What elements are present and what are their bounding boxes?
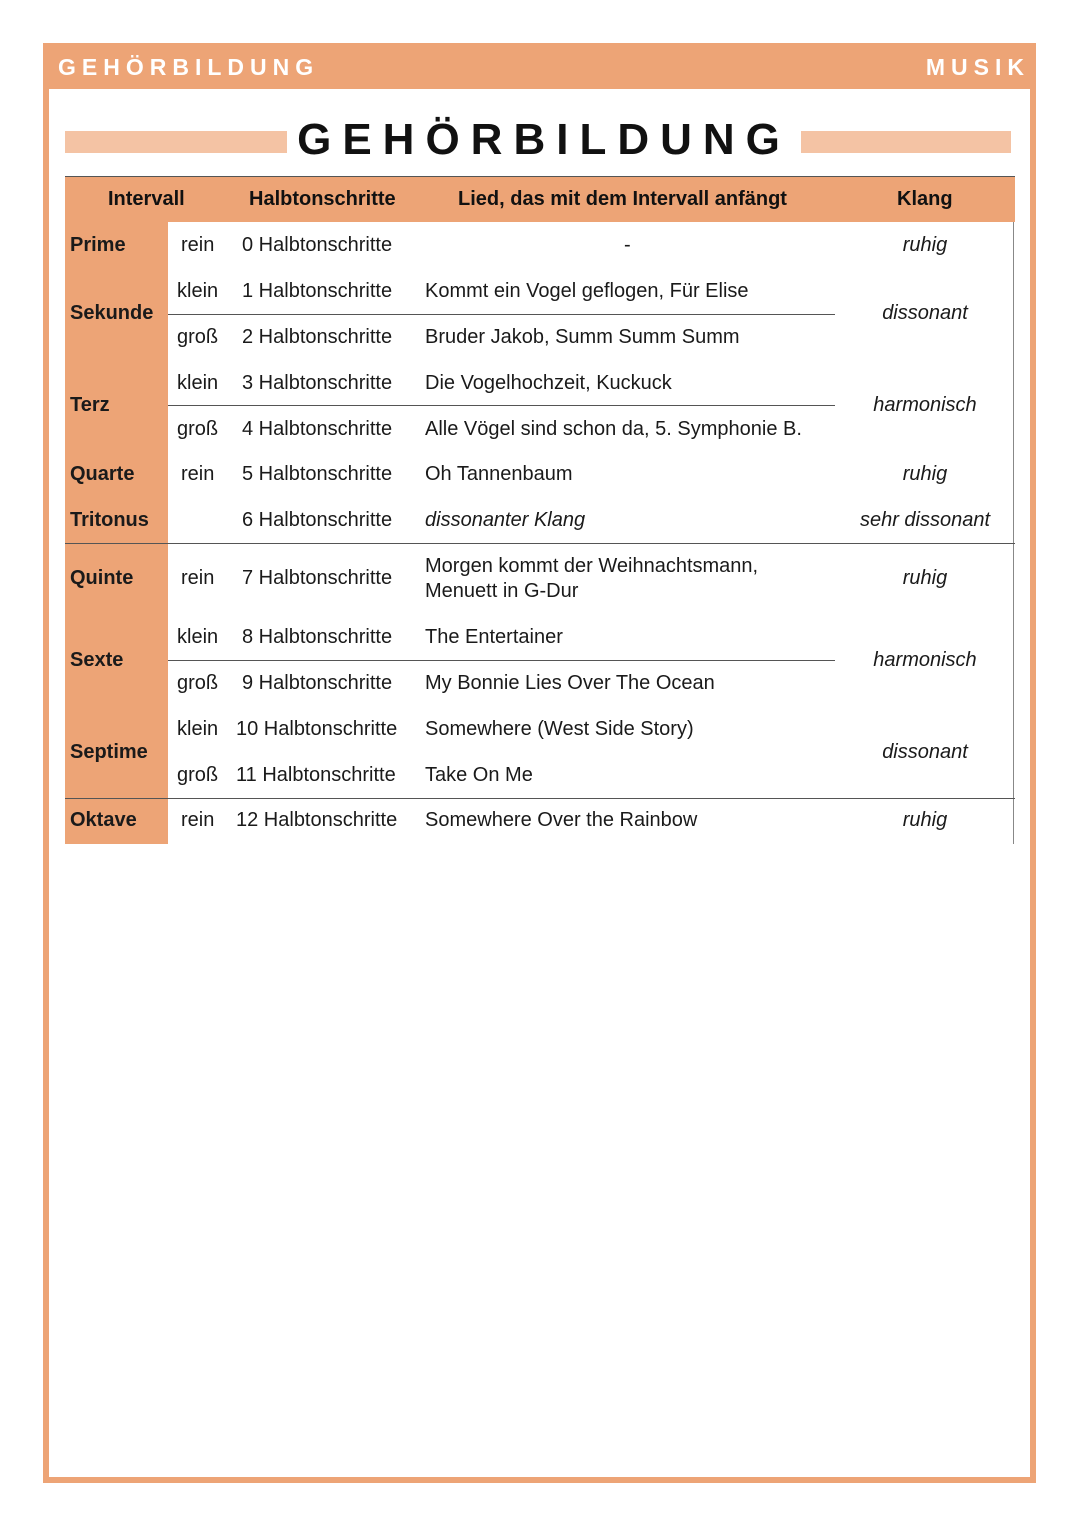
divider-sexte [168, 660, 835, 661]
klang-tritonus: sehr dissonant [859, 509, 991, 531]
klang-prime: ruhig [902, 234, 948, 256]
top-banner [43, 43, 1036, 89]
interval-septime: Septime [70, 741, 148, 763]
title-decor-left [65, 131, 287, 153]
row-steps: 5 Halbtonschritte [242, 463, 393, 485]
banner-right-label: MUSIK [925, 54, 1030, 80]
row-quality: klein [177, 280, 219, 302]
row-quality: groß [177, 418, 219, 440]
row-steps: 12 Halbtonschritte [236, 809, 398, 831]
row-steps: 9 Halbtonschritte [242, 672, 393, 694]
interval-quarte: Quarte [70, 463, 135, 485]
row-song: Kommt ein Vogel geflogen, Für Elise [425, 280, 749, 302]
row-song: Take On Me [425, 764, 533, 786]
row-steps: 11 Halbtonschritte [236, 764, 396, 786]
row-steps: 7 Halbtonschritte [242, 567, 393, 589]
col-header-intervall: Intervall [108, 188, 185, 210]
divider-group-2 [65, 798, 1015, 799]
row-steps: 6 Halbtonschritte [242, 509, 393, 531]
row-quality: groß [177, 326, 219, 348]
row-song: The Entertainer [425, 626, 563, 648]
table-header [65, 176, 1015, 222]
interval-oktave: Oktave [70, 809, 137, 831]
row-quality: klein [177, 718, 219, 740]
page-title: GEHÖRBILDUNG [297, 115, 791, 164]
interval-prime: Prime [70, 234, 126, 256]
row-quality: klein [177, 372, 219, 394]
row-song: Somewhere (West Side Story) [425, 718, 694, 740]
row-quality: rein [181, 234, 215, 256]
divider-group-1 [65, 543, 1015, 544]
interval-sexte: Sexte [70, 649, 124, 671]
row-quality: klein [177, 626, 219, 648]
row-song: Die Vogelhochzeit, Kuckuck [425, 372, 672, 394]
row-steps: 1 Halbtonschritte [242, 280, 393, 302]
klang-sekunde: dissonant [882, 302, 968, 324]
row-quality: rein [181, 567, 215, 589]
row-steps: 10 Halbtonschritte [236, 718, 398, 740]
col-header-klang: Klang [897, 188, 953, 210]
row-steps: 3 Halbtonschritte [242, 372, 393, 394]
klang-septime: dissonant [882, 741, 968, 763]
row-song: My Bonnie Lies Over The Ocean [425, 672, 715, 694]
banner-left-label: GEHÖRBILDUNG [58, 54, 320, 80]
row-song: Morgen kommt der Weihnachtsmann, [425, 555, 759, 577]
klang-terz: harmonisch [873, 394, 977, 416]
row-steps: 0 Halbtonschritte [242, 234, 393, 256]
row-song: Oh Tannenbaum [425, 463, 573, 485]
col-header-lied: Lied, das mit dem Intervall anfängt [458, 188, 787, 210]
klang-quarte: ruhig [902, 463, 948, 485]
interval-tritonus: Tritonus [70, 509, 149, 531]
col-header-halbtonschritte: Halbtonschritte [249, 188, 396, 210]
divider-terz [168, 405, 835, 406]
interval-quinte: Quinte [70, 567, 134, 589]
row-song-line2: Menuett in G-Dur [425, 580, 579, 602]
interval-table [65, 176, 1015, 844]
klang-quinte: ruhig [902, 567, 948, 589]
row-quality: groß [177, 764, 219, 786]
row-steps: 4 Halbtonschritte [242, 418, 393, 440]
interval-sekunde: Sekunde [70, 302, 154, 324]
row-quality: groß [177, 672, 219, 694]
row-song: - [624, 234, 631, 256]
row-steps: 2 Halbtonschritte [242, 326, 393, 348]
row-quality: rein [181, 463, 215, 485]
klang-sexte: harmonisch [873, 649, 977, 671]
row-song: dissonanter Klang [425, 509, 586, 531]
klang-oktave: ruhig [902, 809, 948, 831]
title-decor-right [801, 131, 1011, 153]
row-song: Bruder Jakob, Summ Summ Summ [425, 326, 740, 348]
row-quality: rein [181, 809, 215, 831]
row-steps: 8 Halbtonschritte [242, 626, 393, 648]
row-song: Somewhere Over the Rainbow [425, 809, 698, 831]
row-song: Alle Vögel sind schon da, 5. Symphonie B. [425, 418, 802, 440]
interval-terz: Terz [70, 394, 110, 416]
divider-sekunde [168, 314, 835, 315]
title-row [65, 115, 1015, 171]
